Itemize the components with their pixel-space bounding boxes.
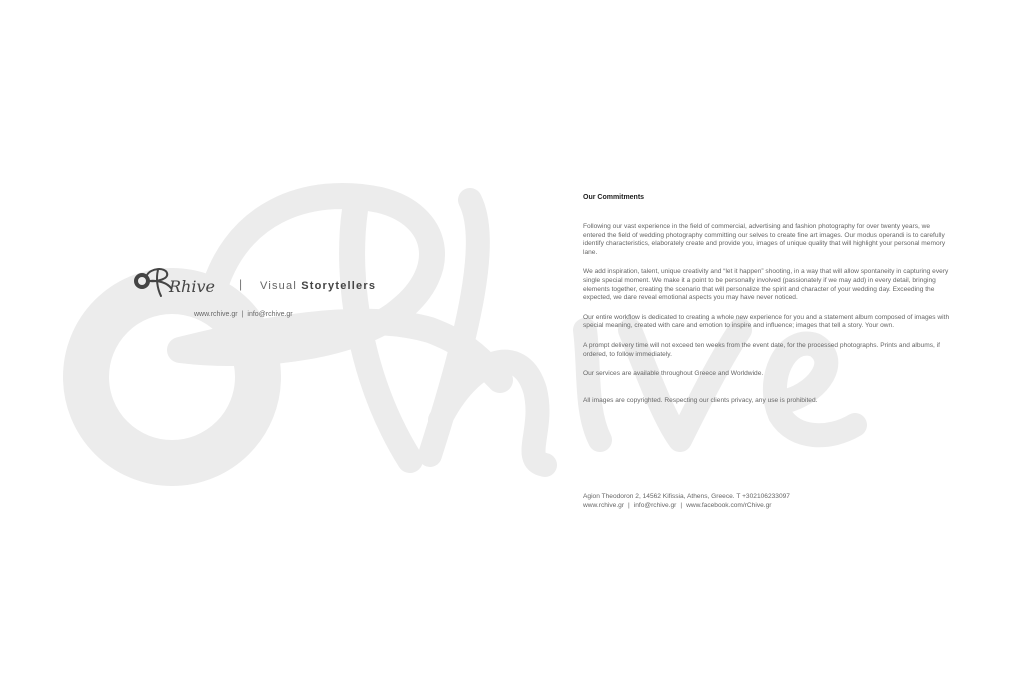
- address-website-link[interactable]: www.rchive.gr: [583, 501, 625, 509]
- paragraph: We add inspiration, talent, unique creativity and “let it happen” shooting, in a way that will allow spontaneity in capturing every single special moment. We make it a point to be personally involved (passionately if we may add) in every detail, bringing elements together, creating the scenario that will personalize the spirit and character of your wedding day. Exceeding the expected, we dare reveal emotional aspects you may have never noticed.: [583, 268, 949, 302]
- commitments-section: [583, 194, 953, 416]
- facebook-link[interactable]: www.facebook.com/rChive.gr: [686, 501, 772, 509]
- paragraph: A prompt delivery time will not exceed ten weeks from the event date, for the processed photographs. Prints and albums, if ordered, to follow immediately.: [583, 341, 940, 358]
- address-block: [583, 493, 953, 510]
- watermark-letter-r: [180, 196, 500, 460]
- brand-separator: |: [239, 277, 243, 291]
- tagline-light: Visual: [260, 280, 297, 292]
- brand-header: [133, 266, 383, 300]
- tagline-bold: Storytellers: [301, 280, 377, 292]
- email-link[interactable]: info@rchive.gr: [247, 311, 293, 318]
- watermark-letter-h: [430, 200, 545, 465]
- paragraph: Our entire workflow is dedicated to creating a whole new experience for you and a statement album composed of images with special meaning, created with care and emotion to inspire and influence; images that tell a story. Your own.: [583, 313, 950, 330]
- address-links: [583, 502, 953, 511]
- section-heading: Our Commitments: [583, 194, 645, 201]
- paragraph: Following our vast experience in the field of commercial, advertising and fashion photography for over twenty years, we entered the field of wedding photography committing our selves to create fine art images. Our modus operandi is to carefully identify characteristics, elaborately create and provide you, images of unique quality that will highlight your personal memory lane.: [583, 223, 946, 256]
- copyright-notice: All images are copyrighted. Respecting our clients privacy, any use is prohibited.: [583, 396, 818, 404]
- brand-logo: [133, 266, 233, 300]
- brand-contact: [194, 311, 293, 318]
- paragraph: Our services are available throughout Greece and Worldwide.: [583, 370, 764, 378]
- website-link[interactable]: www.rchive.gr: [194, 311, 238, 318]
- logo-text: Rhive: [169, 277, 215, 296]
- address-email-link[interactable]: info@rchive.gr: [633, 501, 677, 509]
- contact-separator: |: [241, 311, 244, 318]
- link-separator: |: [628, 501, 630, 509]
- link-separator: |: [680, 501, 683, 509]
- address-line: Agion Theodoron 2, 14562 Kifissia, Athens, Greece. T +302106233097: [583, 493, 790, 500]
- brand-tagline: [260, 280, 376, 292]
